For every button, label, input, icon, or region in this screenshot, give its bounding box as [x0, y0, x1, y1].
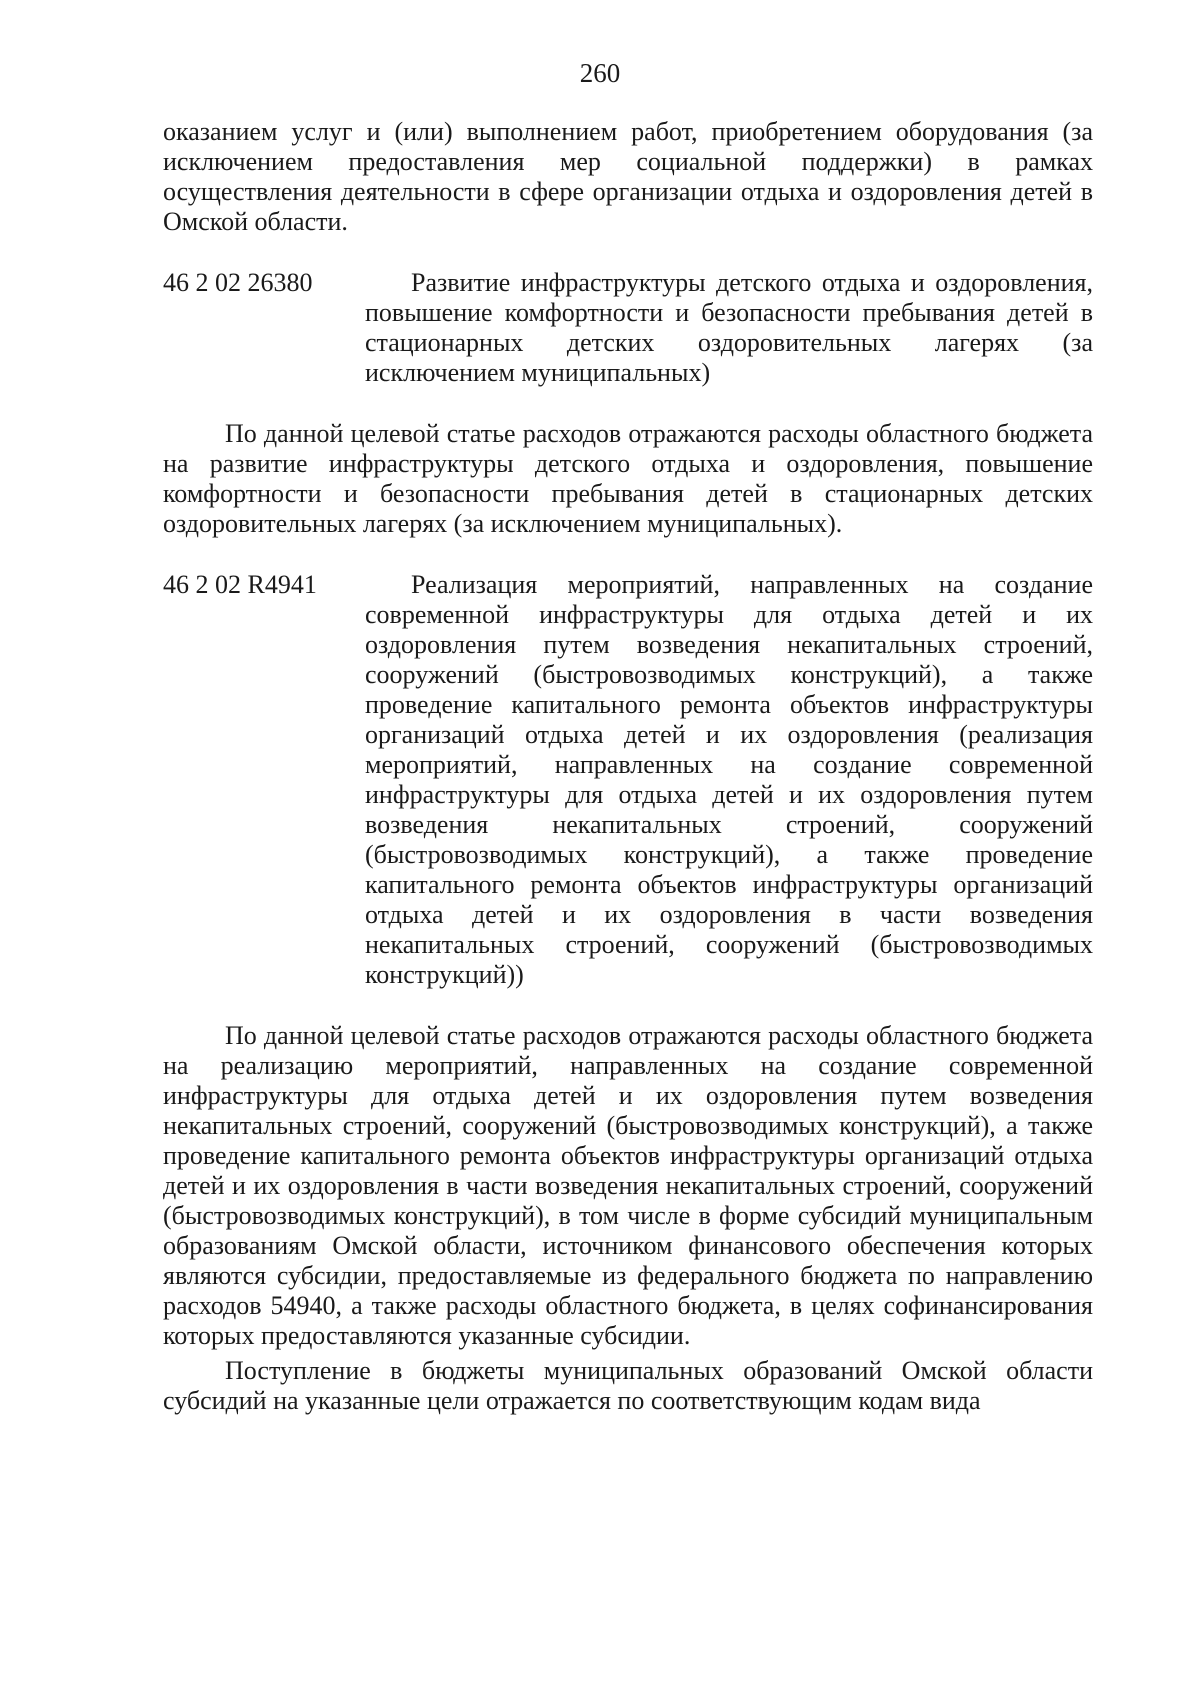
budget-code: 46 2 02 R4941 [163, 570, 317, 599]
document-body [163, 117, 1093, 1416]
budget-entry-26380 [163, 268, 1093, 388]
budget-entry-title: Реализация мероприятий, направленных на создание современной инфраструктуры для отдыха детей и их оздоровления путем возведения некапитальных строений, сооружений (быстровозводимых конструкций), а также проведение капитального ремонта объектов инфраструктуры организаций отдыха детей и их оздоровления (реализация мероприятий, направленных на создание современной инфраструктуры для отдыха детей и их оздоровления путем возведения некапитальных строений, сооружений (быстровозводимых конструкций), а также проведение капитального ремонта объектов инфраструктуры организаций отдыха детей и их оздоровления в части возведения некапитальных строений, сооружений (быстровозводимых конструкций)) [365, 570, 1093, 989]
paragraph-subsidy-receipt: Поступление в бюджеты муниципальных образований Омской области субсидий на указанные цели отражается по соответствующим кодам вида [163, 1356, 1093, 1415]
budget-entry-r4941 [163, 570, 1093, 990]
page-number: 260 [579, 58, 621, 88]
paragraph-description-26380: По данной целевой статье расходов отражаются расходы областного бюджета на развитие инфраструктуры детского отдыха и оздоровления, повышение комфортности и безопасности пребывания детей в стационарных детских оздоровительных лагерях (за исключением муниципальных). [163, 419, 1093, 538]
budget-entry-title: Развитие инфраструктуры детского отдыха и оздоровления, повышение комфортности и безопасности пребывания детей в стационарных детских оздоровительных лагерях (за исключением муниципальных) [365, 268, 1093, 387]
paragraph-description-r4941: По данной целевой статье расходов отражаются расходы областного бюджета на реализацию мероприятий, направленных на создание современной инфраструктуры для отдыха детей и их оздоровления путем возведения некапитальных строений, сооружений (быстровозводимых конструкций), а также проведение капитального ремонта объектов инфраструктуры организаций отдыха детей и их оздоровления в части возведения некапитальных строений, сооружений (быстровозводимых конструкций), в том числе в форме субсидий муниципальным образованиям Омской области, источником финансового обеспечения которых являются субсидии, предоставляемые из федерального бюджета по направлению расходов 54940, а также расходы областного бюджета, в целях софинансирования которых предоставляются указанные субсидии. [163, 1021, 1093, 1350]
paragraph-intro: оказанием услуг и (или) выполнением работ, приобретением оборудования (за исключением предоставления мер социальной поддержки) в рамках осуществления деятельности в сфере организации отдыха и оздоровления детей в Омской области. [163, 117, 1093, 236]
budget-code: 46 2 02 26380 [163, 268, 313, 297]
